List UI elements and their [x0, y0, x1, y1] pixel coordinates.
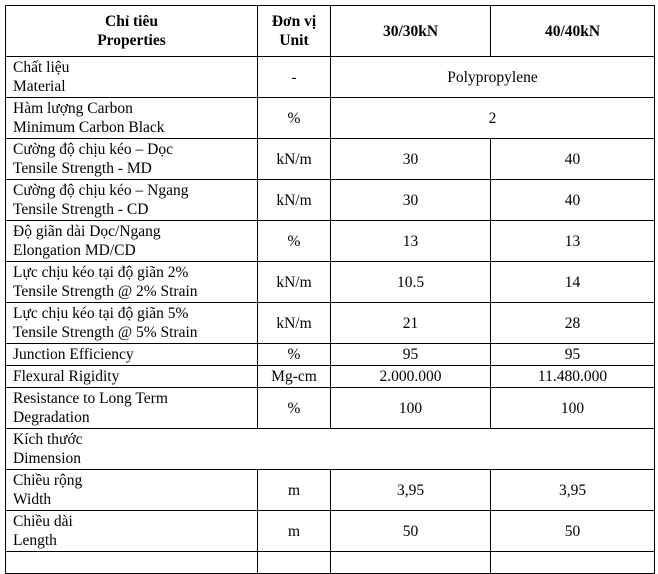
header-unit-vi: Đơn vị — [271, 13, 317, 30]
header-property-en: Properties — [97, 32, 166, 49]
property-cell — [6, 180, 258, 221]
property-label: Elongation MD/CD — [13, 242, 136, 259]
property-label: Lực chịu kéo tại độ giãn 2% — [13, 264, 189, 281]
unit-cell: kN/m — [258, 262, 331, 303]
specifications-table — [5, 5, 655, 574]
value-cell-30kn: 2.000.000 — [331, 366, 491, 388]
property-label: Minimum Carbon Black — [13, 119, 165, 136]
unit-cell: kN/m — [258, 180, 331, 221]
unit-cell: Mg-cm — [258, 366, 331, 388]
header-row — [6, 6, 655, 57]
unit-cell: m — [258, 470, 331, 511]
table-row — [6, 98, 655, 139]
property-cell — [6, 344, 258, 366]
value-cell-30kn: 100 — [331, 388, 491, 429]
value-cell-30kn: 30 — [331, 180, 491, 221]
table-row — [6, 139, 655, 180]
property-label: Lực chịu kéo tại độ giãn 5% — [13, 305, 189, 322]
property-cell — [6, 429, 655, 470]
unit-cell: % — [258, 221, 331, 262]
value-cell-merged: Polypropylene — [331, 57, 655, 98]
property-label: Tensile Strength - CD — [13, 201, 149, 218]
property-label: Hàm lượng Carbon — [13, 100, 133, 117]
value-cell-30kn: 3,95 — [331, 470, 491, 511]
property-cell — [6, 470, 258, 511]
property-label: Chiều rộng — [13, 472, 83, 489]
value-cell-30kn: 30 — [331, 139, 491, 180]
property-label: Junction Efficiency — [13, 346, 134, 363]
unit-cell: % — [258, 98, 331, 139]
header-property-vi: Chỉ tiêu — [105, 13, 158, 30]
unit-cell: m — [258, 511, 331, 552]
table-row — [6, 57, 655, 98]
value-cell-40kn: 3,95 — [491, 470, 655, 511]
value-cell-40kn: 100 — [491, 388, 655, 429]
property-cell — [6, 57, 258, 98]
table-row — [6, 180, 655, 221]
property-cell — [6, 511, 258, 552]
property-label: Resistance to Long Term — [13, 390, 168, 407]
value-cell-merged: 2 — [331, 98, 655, 139]
table-row — [6, 262, 655, 303]
value-cell-30kn: 95 — [331, 344, 491, 366]
header-unit-en: Unit — [279, 32, 309, 49]
property-label: Chất liệu — [13, 59, 70, 76]
unit-cell: - — [258, 57, 331, 98]
header-unit — [258, 6, 331, 57]
property-label: Cường độ chịu kéo – Ngang — [13, 182, 189, 199]
value-cell-40kn: 14 — [491, 262, 655, 303]
table-row — [6, 221, 655, 262]
property-label: Kích thước — [13, 431, 83, 448]
value-cell-40kn: 50 — [491, 511, 655, 552]
property-label: Degradation — [13, 409, 90, 426]
property-cell — [6, 388, 258, 429]
header-property — [6, 6, 258, 57]
property-label: Material — [13, 78, 66, 95]
value-cell-30kn: 10.5 — [331, 262, 491, 303]
value-cell-30kn: 21 — [331, 303, 491, 344]
value-cell-30kn: 50 — [331, 511, 491, 552]
property-cell — [6, 98, 258, 139]
property-cell — [6, 221, 258, 262]
table-row — [6, 366, 655, 388]
property-label: Chiều dài — [13, 513, 73, 530]
value-cell-30kn: 13 — [331, 221, 491, 262]
table-row — [6, 344, 655, 366]
property-label: Tensile Strength - MD — [13, 160, 152, 177]
property-label: Length — [13, 532, 57, 549]
property-cell — [6, 262, 258, 303]
property-label: Cường độ chịu kéo – Dọc — [13, 141, 173, 158]
unit-cell: % — [258, 388, 331, 429]
property-label: Tensile Strength @ 2% Strain — [13, 283, 198, 300]
property-label: Tensile Strength @ 5% Strain — [13, 324, 198, 341]
value-cell-40kn: 40 — [491, 180, 655, 221]
table-row — [6, 470, 655, 511]
header-col2: 40/40kN — [491, 6, 655, 57]
property-cell — [6, 366, 258, 388]
property-cell — [6, 139, 258, 180]
table-row — [6, 388, 655, 429]
unit-cell: % — [258, 344, 331, 366]
property-label: Flexural Rigidity — [13, 368, 120, 385]
table-row — [6, 511, 655, 552]
property-label: Dimension — [13, 450, 82, 467]
value-cell-40kn: 13 — [491, 221, 655, 262]
value-cell-40kn: 11.480.000 — [491, 366, 655, 388]
table-row — [6, 429, 655, 470]
unit-cell: kN/m — [258, 303, 331, 344]
property-label: Độ giãn dài Dọc/Ngang — [13, 223, 161, 240]
value-cell-40kn: 40 — [491, 139, 655, 180]
property-label: Width — [13, 491, 52, 508]
header-col1: 30/30kN — [331, 6, 491, 57]
property-cell — [6, 303, 258, 344]
value-cell-40kn: 28 — [491, 303, 655, 344]
table-row — [6, 303, 655, 344]
unit-cell: kN/m — [258, 139, 331, 180]
value-cell-40kn: 95 — [491, 344, 655, 366]
